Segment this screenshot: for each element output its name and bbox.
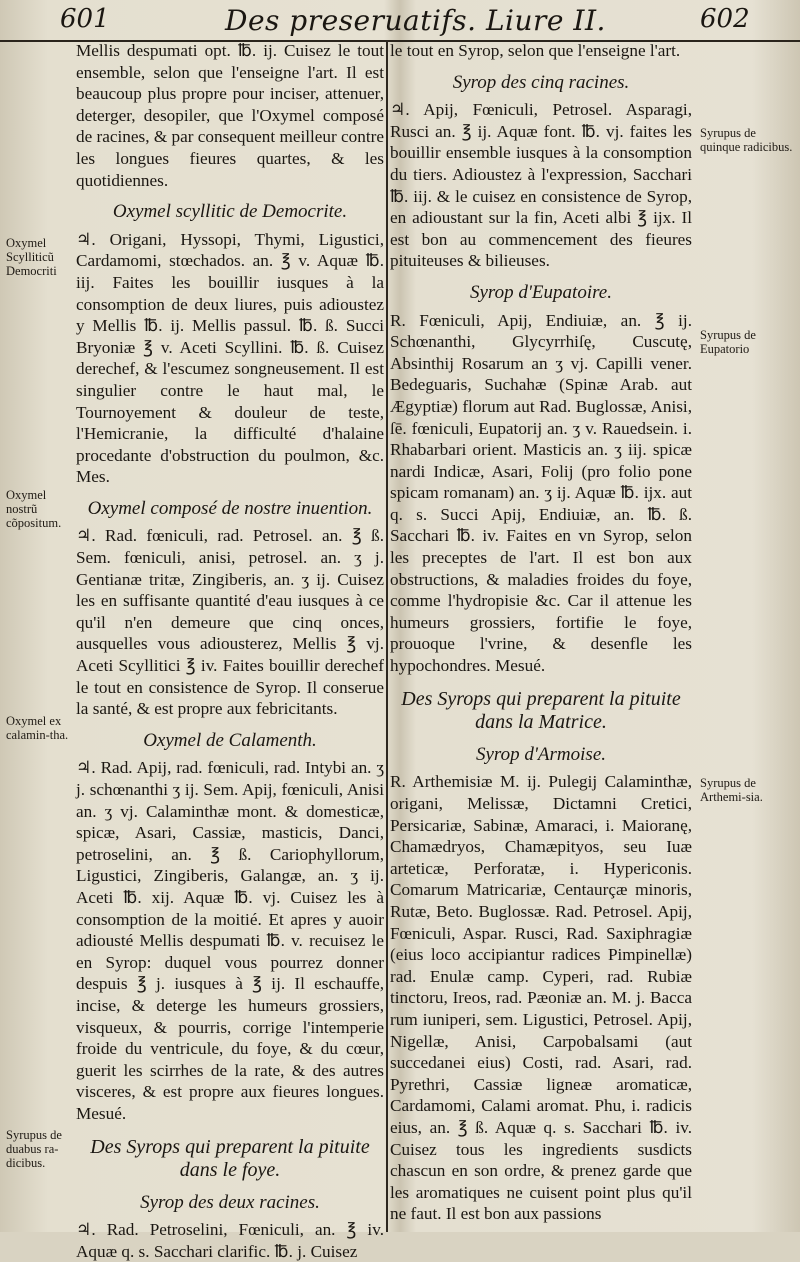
page-number-left: 601	[60, 4, 110, 34]
chapter-heading: Des Syrops qui preparent la pituite	[401, 687, 681, 710]
section-body: ♃. Rad. Petroselini, Fœniculi, an. ℥ iv. Aquæ q. s. Sacchari clarific. ℔. j. Cuisez	[76, 1220, 384, 1261]
section-heading: Oxymel scyllitic de Democrite.	[112, 201, 348, 223]
section-heading: Oxymel de Calamenth.	[143, 729, 317, 751]
section-body: ♃. Rad. fœniculi, rad. Petrosel. an. ℥ ß. Sem. fœniculi, anisi, petrosel. an. ʒ j. Gentianæ tritæ, Zingiberis, an. ʒ ij. Cuisez les en suffisante quantité d'eau iusques à ce qu'il n'en demeure que cinq onces, ausquelles vous adiousterez, Mellis ℥ vj. Aceti Scyllitici ℥ iv. Faites bouillir derechef le tout en consistence de Syrop. Il conserue la santé, & est propre aux febricitants.	[76, 526, 384, 719]
section-body: ♃. Rad. Apij, rad. fœniculi, rad. Intybi an. ʒ j. schœnanthi ʒ ij. Sem. Apij, fœniculi, Anisi an. ʒ vj. Calaminthæ mont. & domesticæ, spicæ, Asari, Cassiæ, masticis, Danci, petroselini, an. ℥ ß. Cariophyllorum, Ligustici, Zingiberis, Galangæ, an. ʒ ij. Aceti ℔. xij. Aquæ ℔. vj. Cuisez les à consomption de la moitié. Et apres y auoir adiousté Mellis despumati ℔. v. recuisez le en Syrop: duquel vous pourrez donner despuis ℥ j. iusques à ℥ ij. Il eschauffe, incise, & deterge les humeurs grossiers, visqueux, & pourris, corrige l'intemperie froide du ventricule, du foye, & du cœur, guerit les scirrhes de la rate, & des autres visceres, & est propre aux fieures longues. Mesué.	[76, 758, 384, 1123]
margin-note: Oxymel ex calamin-tha.	[6, 714, 69, 742]
section-heading: Oxymel composé de nostre inuention.	[87, 497, 373, 519]
chapter-heading: Des Syrops qui preparent la pituite	[90, 1135, 370, 1158]
right-intro-paragraph: le tout en Syrop, selon que l'enseigne l'art.	[390, 41, 681, 60]
margin-note: Oxymel Scylliticũ Democriti	[6, 236, 57, 278]
margin-note: Syrupus de Eupatorio	[700, 328, 756, 356]
page-number-right: 602	[700, 4, 750, 34]
column-divider	[386, 40, 388, 1232]
section-heading: Syrop des cinq racines.	[452, 71, 630, 93]
section-heading: Syrop des deux racines.	[140, 1191, 320, 1213]
left-column	[76, 40, 384, 1261]
margin-note: Syrupus de Arthemi-sia.	[700, 776, 763, 804]
section-body: R. Arthemisiæ M. ij. Pulegij Calaminthæ, origani, Melissæ, Dictamni Cretici, Persicariæ, Sabinæ, Amaraci, i. Maioranę, Chamædryos, Chamæpityos, seu Iuæ arteticæ, Perforatæ, i. Hypericonis. Comarum Matricariæ, Centaurçæ minoris, Rutæ, Beto. Buglossæ. Rad. Petrosel. Apij, Fœniculi, Aspar. Rusci, Rad. Saxiphragiæ (eius loco accipiantur radices Pimpinellæ) rad. Enulæ camp. Cyperi, rad. Rubiæ tinctoru, Ireos, rad. Pæoniæ an. M. j. Bacca rum iuniperi, sem. Ligustici, Petrosel. Apij, Nigellæ, Anisi, Carpobalsami (aut succedanei eius) Costi, rad. Asari, rad. Pyrethri, Cassiæ ligneæ aromaticæ, Cardamomi, Calami aromat. Phu, i. radicis eius, an. ℥ ß. Aquæ q. s. Sacchari ℔. iv. Cuisez tous les ingredients susdicts chascun en son ordre, & prenez garde que les aromatiques ne cuisent point plus qu'il ne faut. Il est bon aux passions	[390, 772, 692, 1224]
margin-note: Syrupus de duabus ra-dicibus.	[6, 1128, 62, 1170]
section-heading: Syrop d'Eupatoire.	[470, 281, 612, 303]
left-intro-paragraph: Mellis despumati opt. ℔. ij. Cuisez le tout ensemble, selon que l'enseigne l'art. Il est beaucoup plus propre pour inciser, attenuer, deterger, desopiler, que l'Oxymel composé de racines, & par consequent meilleur contre les longues fieures quartes, & les quotidiennes.	[76, 41, 384, 190]
chapter-heading-line2: dans le foye.	[179, 1159, 281, 1182]
section-body: R. Fœniculi, Apij, Endiuiæ, an. ℥ ij. Schœnanthi, Glycyrrhiſę, Cuscutę, Absinthij Rosarum an ʒ vj. Capilli vener. Bedeguaris, Suchahæ (Spinæ Arab. aut Ægyptiæ) florum aut Rad. Buglossæ, Anisi, ſē. fœniculi, Eupatorij an. ʒ v. Rauedsein. i. Rhabarbari orient. Masticis an. ʒ iij. spicæ nardi Indicæ, Asari, Folij (pro folio pone spicam romanam) an. ʒ ij. Aquæ ℔. ijx. aut q. s. Succi Apij, Endiuiæ, an. ℔. ß. Sacchari ℔. iv. Faites en vn Syrop, selon les preceptes de l'art. Il est bon aux obstructions, & maladies froides du foye, comme l'hydropisie &c. Car il attenue les humeurs grossiers, fortifie le foye, prouoque l'vrine, & desenfle les hypochondres. Mesué.	[390, 310, 692, 676]
running-header	[0, 0, 800, 42]
margin-note: Oxymel nostrũ cõpositum.	[6, 488, 62, 530]
right-column	[390, 40, 692, 1232]
margin-note: Syrupus de quinque radicibus.	[700, 126, 793, 154]
section-body: ♃. Origani, Hyssopi, Thymi, Ligustici, Cardamomi, stœchados. an. ℥ v. Aquæ ℔. iij. Faites les bouillir iusques à la consomption de deux liures, puis adioustez y Mellis ℔. ij. Mellis passul. ℔. ß. Succi Bryoniæ ℥ v. Aceti Scyllini. ℔. ß. Cuisez derechef, & l'escumez songneusement. Il est singulier contre le haut mal, le Tournoyement & douleur de teste, l'Hemicranie, la difficulté d'halaine procedante d'obstruction du poulmon, &c. Mes.	[76, 229, 384, 487]
chapter-heading-line2: dans la Matrice.	[475, 711, 607, 734]
running-title: Des preseruatifs. Liure II.	[225, 4, 606, 37]
section-body: ♃. Apij, Fœniculi, Petrosel. Asparagi, Rusci an. ℥ ij. Aquæ font. ℔. vj. faites les bouillir ensemble iusques à la consomption du tiers. Adioustez à l'expression, Sacchari ℔. iij. & le cuisez en consistence de Syrop, en adioustant sur la fin, Aceti albi ℥ ijx. Il est bon au commencement des fieures pituiteuses & bilieuses.	[390, 100, 692, 271]
section-heading: Syrop d'Armoise.	[475, 743, 606, 765]
